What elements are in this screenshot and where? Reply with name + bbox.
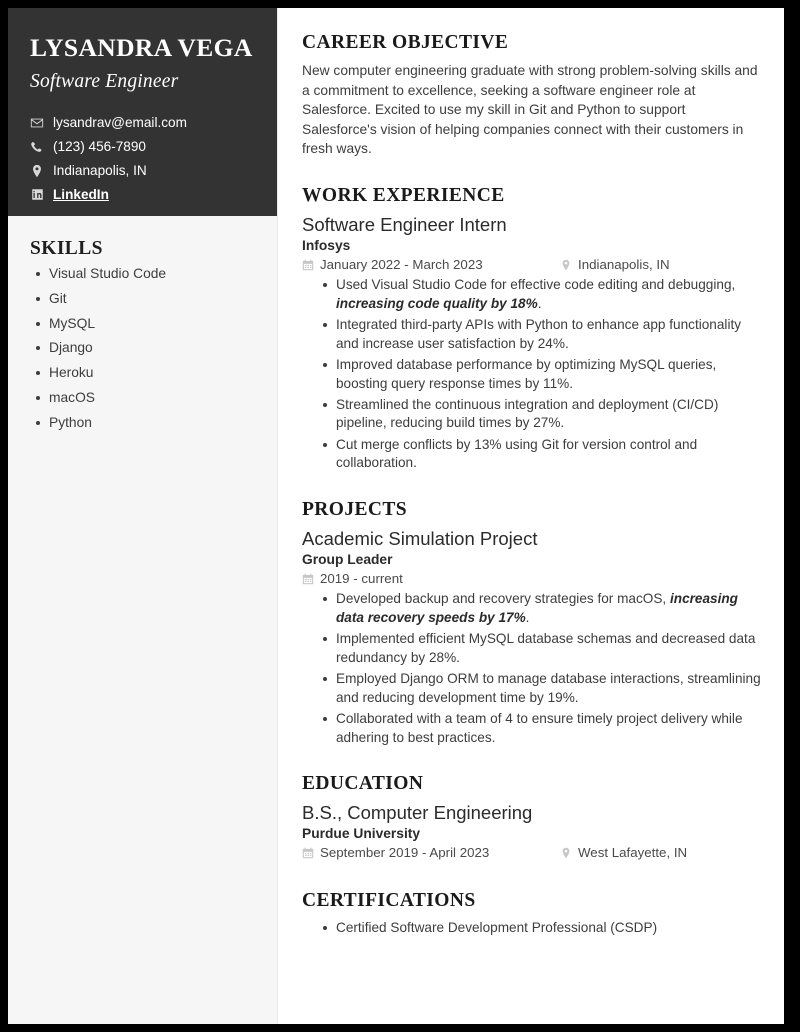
contact-list	[30, 116, 255, 202]
contact-linkedin-link[interactable]: LinkedIn	[53, 187, 109, 203]
candidate-job-title: Software Engineer	[30, 71, 179, 93]
envelope-icon	[30, 116, 44, 130]
project-bullet: Implemented efficient MySQL database schemas and decreased data redundancy by 28%.	[317, 630, 762, 667]
work-bullet-text: Used Visual Studio Code for effective code editing and debugging,	[336, 277, 736, 293]
project-bullet-tail: .	[525, 609, 530, 625]
location-pin-icon	[30, 164, 44, 178]
project-bullet	[317, 590, 762, 627]
skills-list	[30, 267, 255, 430]
project-entry-date	[302, 571, 560, 586]
calendar-icon	[302, 259, 314, 271]
project-entry-role: Group Leader	[302, 552, 393, 568]
work-bullet	[317, 276, 762, 313]
work-entry-location	[560, 257, 670, 272]
education-degree: B.S., Computer Engineering	[302, 801, 533, 823]
sidebar-body	[8, 216, 277, 430]
career-objective-heading: CAREER OBJECTIVE	[302, 32, 509, 53]
skill-item: Heroku	[30, 366, 255, 380]
skill-item: MySQL	[30, 317, 255, 331]
work-entry-title: Software Engineer Intern	[302, 213, 507, 235]
education-heading: EDUCATION	[302, 772, 424, 794]
skill-item: Git	[30, 292, 255, 306]
skill-item: Django	[30, 341, 255, 355]
education-location	[560, 845, 687, 860]
location-pin-icon	[560, 259, 572, 271]
project-entry-meta	[302, 571, 762, 586]
sidebar	[8, 8, 278, 1024]
sidebar-header	[8, 8, 277, 216]
career-objective-text: New computer engineering graduate with strong problem-solving skills and a commitment to excellence, seeking a software engineer role at Salesforce. Excited to use my skill in Git and Python to support Salesforce's vision of helping companies connect with their customers in fresh ways.	[302, 63, 758, 157]
contact-linkedin[interactable]	[30, 188, 255, 202]
work-entry-date-text: January 2022 - March 2023	[320, 257, 483, 273]
project-bullet: Collaborated with a team of 4 to ensure timely project delivery while adhering to best practices.	[317, 710, 762, 747]
section-career-objective	[302, 32, 762, 159]
project-entry-date-text: 2019 - current	[320, 571, 403, 587]
project-bullet-text: Developed backup and recovery strategies for macOS,	[336, 591, 670, 607]
education-date-text: September 2019 - April 2023	[320, 845, 490, 861]
project-bullet: Employed Django ORM to manage database interactions, streamlining and reducing development time by 19%.	[317, 670, 762, 707]
location-pin-icon	[560, 847, 572, 859]
education-meta	[302, 845, 762, 860]
work-experience-heading: WORK EXPERIENCE	[302, 184, 505, 206]
work-entry-date	[302, 257, 560, 272]
certifications-list	[302, 919, 762, 937]
work-bullets	[302, 276, 762, 473]
work-entry-meta	[302, 257, 762, 272]
contact-email-text: lysandrav@email.com	[53, 115, 187, 131]
skill-item: Visual Studio Code	[30, 267, 255, 281]
section-projects	[302, 499, 762, 747]
work-entry-location-text: Indianapolis, IN	[578, 257, 670, 273]
skill-item: Python	[30, 416, 255, 430]
section-education	[302, 773, 762, 860]
calendar-icon	[302, 847, 314, 859]
contact-location-text: Indianapolis, IN	[53, 163, 147, 179]
phone-icon	[30, 140, 44, 154]
skill-item: macOS	[30, 391, 255, 405]
candidate-name: LYSANDRA VEGA	[30, 33, 253, 62]
resume-page	[8, 8, 784, 1024]
education-location-text: West Lafayette, IN	[578, 845, 688, 861]
work-bullet-emphasis: increasing code quality by 18%	[336, 295, 538, 311]
work-bullet-tail: .	[537, 295, 542, 311]
work-bullet: Improved database performance by optimizing MySQL queries, boosting query response times by 11%.	[317, 356, 762, 393]
work-bullet: Cut merge conflicts by 13% using Git for version control and collaboration.	[317, 436, 762, 473]
contact-phone[interactable]	[30, 140, 255, 154]
work-entry-org: Infosys	[302, 238, 351, 254]
work-bullet: Streamlined the continuous integration and deployment (CI/CD) pipeline, reducing build times by 27%.	[317, 396, 762, 433]
project-entry-title: Academic Simulation Project	[302, 527, 538, 549]
main-content	[278, 8, 784, 1024]
projects-heading: PROJECTS	[302, 498, 408, 520]
contact-phone-text: (123) 456-7890	[53, 139, 146, 155]
certification-item: Certified Software Development Professional (CSDP)	[317, 919, 762, 937]
education-date	[302, 845, 560, 860]
skills-heading: SKILLS	[30, 238, 103, 259]
contact-location	[30, 164, 255, 178]
calendar-icon	[302, 573, 314, 585]
section-certifications	[302, 890, 762, 937]
project-bullets	[302, 590, 762, 747]
education-school: Purdue University	[302, 826, 421, 842]
section-work-experience	[302, 185, 762, 473]
project-bullet-emphasis: increasing data recovery speeds by 17%	[336, 591, 738, 625]
contact-email[interactable]	[30, 116, 255, 130]
work-bullet: Integrated third-party APIs with Python to enhance app functionality and increase user satisfaction by 24%.	[317, 316, 762, 353]
certifications-heading: CERTIFICATIONS	[302, 890, 476, 912]
linkedin-icon	[30, 188, 44, 201]
